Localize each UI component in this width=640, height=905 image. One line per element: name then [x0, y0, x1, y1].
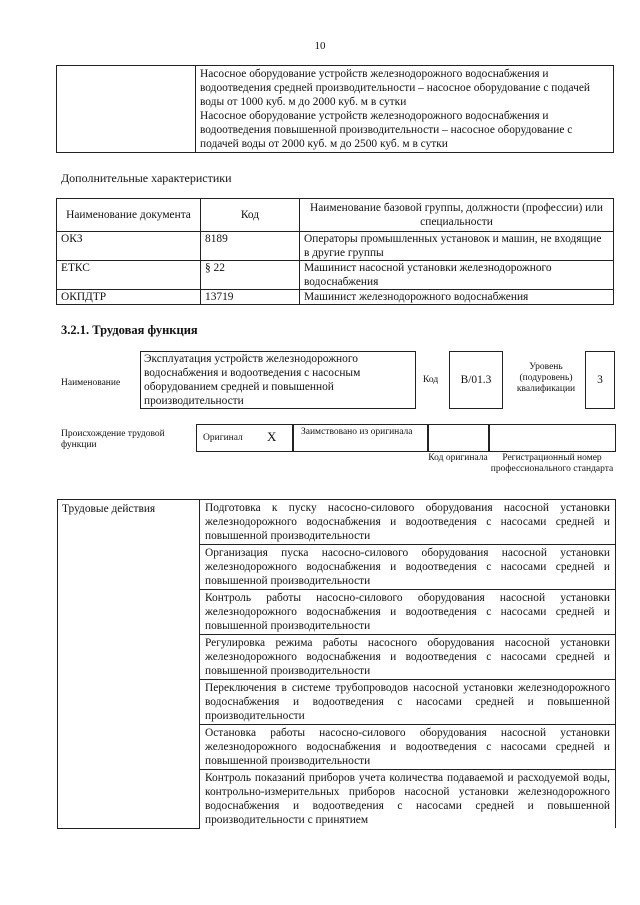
original-box: [196, 424, 294, 452]
cell-doc: ОКЗ: [57, 232, 201, 261]
reg-number-box: [488, 424, 616, 452]
list-item: Остановка работы насосно-силового оборудования насосной установки железнодорожного водоснабжения и водоотведения с насосами средней и повышенной производительности: [200, 725, 616, 770]
labor-actions-label: Трудовые действия: [58, 500, 200, 829]
page-number: 10: [314, 40, 326, 52]
code-original-label: Код оригинала: [428, 453, 488, 463]
equipment-table-empty-cell: [57, 66, 196, 153]
list-item: Регулировка режима работы насосного оборудования насосной установки железнодорожного водоснабжения и водоотведения с насосами средней и повышенной производительности: [200, 635, 616, 680]
origin-label: Происхождение трудовой функции: [61, 429, 165, 450]
labor-actions-table: [57, 499, 616, 829]
equipment-table-text-cell: [196, 66, 614, 153]
cell-doc: ЕТКС: [57, 261, 201, 290]
function-code-value: B/01.3: [460, 374, 492, 386]
function-code-box: [449, 351, 503, 409]
level-box: [585, 351, 615, 409]
list-item: Переключения в системе трубопроводов насосной установки железнодорожного водоснабжения и водоотведения с насосами средней и повышенной производительности: [200, 680, 616, 725]
cell-code: 13719: [201, 290, 300, 305]
borrowed-label: Заимствовано из оригинала: [301, 427, 413, 437]
cell-code: § 22: [201, 261, 300, 290]
col-header-code: Код: [201, 199, 300, 232]
list-item: Организация пуска насосно-силового оборудования насосной установки железнодорожного водоснабжения и водоотведения с насосами средней и повышенной производительности: [200, 545, 616, 590]
equipment-table: [56, 65, 614, 153]
original-label: Оригинал: [203, 433, 243, 443]
table-row: [57, 290, 614, 305]
list-item: Контроль показаний приборов учета количества подаваемой и расходуемой воды, контрольно-измерительных приборов насосной установки железнодорожного водоснабжения и водоотведения с насосами средней и повышенной производительности с принятием: [200, 770, 616, 829]
equipment-high-text: Насосное оборудование устройств железнодорожного водоснабжения и водоотведения повышенной производительности – насосное оборудование с подачей воды от 2000 куб. м до 2500 куб. м в сутки: [200, 110, 573, 150]
additional-table: [56, 198, 614, 305]
code-label: Код: [423, 375, 439, 385]
col-header-document: Наименование документа: [57, 199, 201, 232]
level-value: 3: [597, 374, 603, 386]
original-mark: X: [267, 429, 277, 444]
function-name-box: [140, 351, 416, 409]
section-title: 3.2.1. Трудовая функция: [61, 323, 198, 337]
cell-name: Машинист железнодорожного водоснабжения: [300, 290, 614, 305]
code-original-box: [427, 424, 490, 452]
name-label: Наименование: [61, 378, 121, 388]
function-name-value: Эксплуатация устройств железнодорожного водоснабжения и водоотведения с насосным оборудованием средней и повышенной производительности: [144, 353, 361, 407]
borrowed-box: [292, 424, 429, 452]
additional-heading: Дополнительные характеристики: [61, 171, 232, 185]
list-item: Подготовка к пуску насосно-силового оборудования насосной установки железнодорожного водоснабжения и водоотведения с насосами средней и повышенной производительности: [200, 500, 616, 545]
level-label: Уровень (подуровень) квалификации: [516, 362, 576, 394]
table-row: [57, 232, 614, 261]
equipment-medium-text: Насосное оборудование устройств железнодорожного водоснабжения и водоотведения средней производительности – насосное оборудование с подачей воды от 1000 куб. м до 2000 куб. м в сутки: [200, 68, 591, 108]
cell-code: 8189: [201, 232, 300, 261]
cell-name: Машинист насосной установки железнодорожного водоснабжения: [300, 261, 614, 290]
list-item: Контроль работы насосно-силового оборудования насосной установки железнодорожного водоснабжения и водоотведения с насосами средней и повышенной производительности: [200, 590, 616, 635]
cell-name: Операторы промышленных установок и машин, не входящие в другие группы: [300, 232, 614, 261]
col-header-name: Наименование базовой группы, должности (профессии) или специальности: [300, 199, 614, 232]
cell-doc: ОКПДТР: [57, 290, 201, 305]
reg-number-label: Регистрационный номер профессионального стандарта: [490, 453, 614, 474]
table-row: [57, 261, 614, 290]
